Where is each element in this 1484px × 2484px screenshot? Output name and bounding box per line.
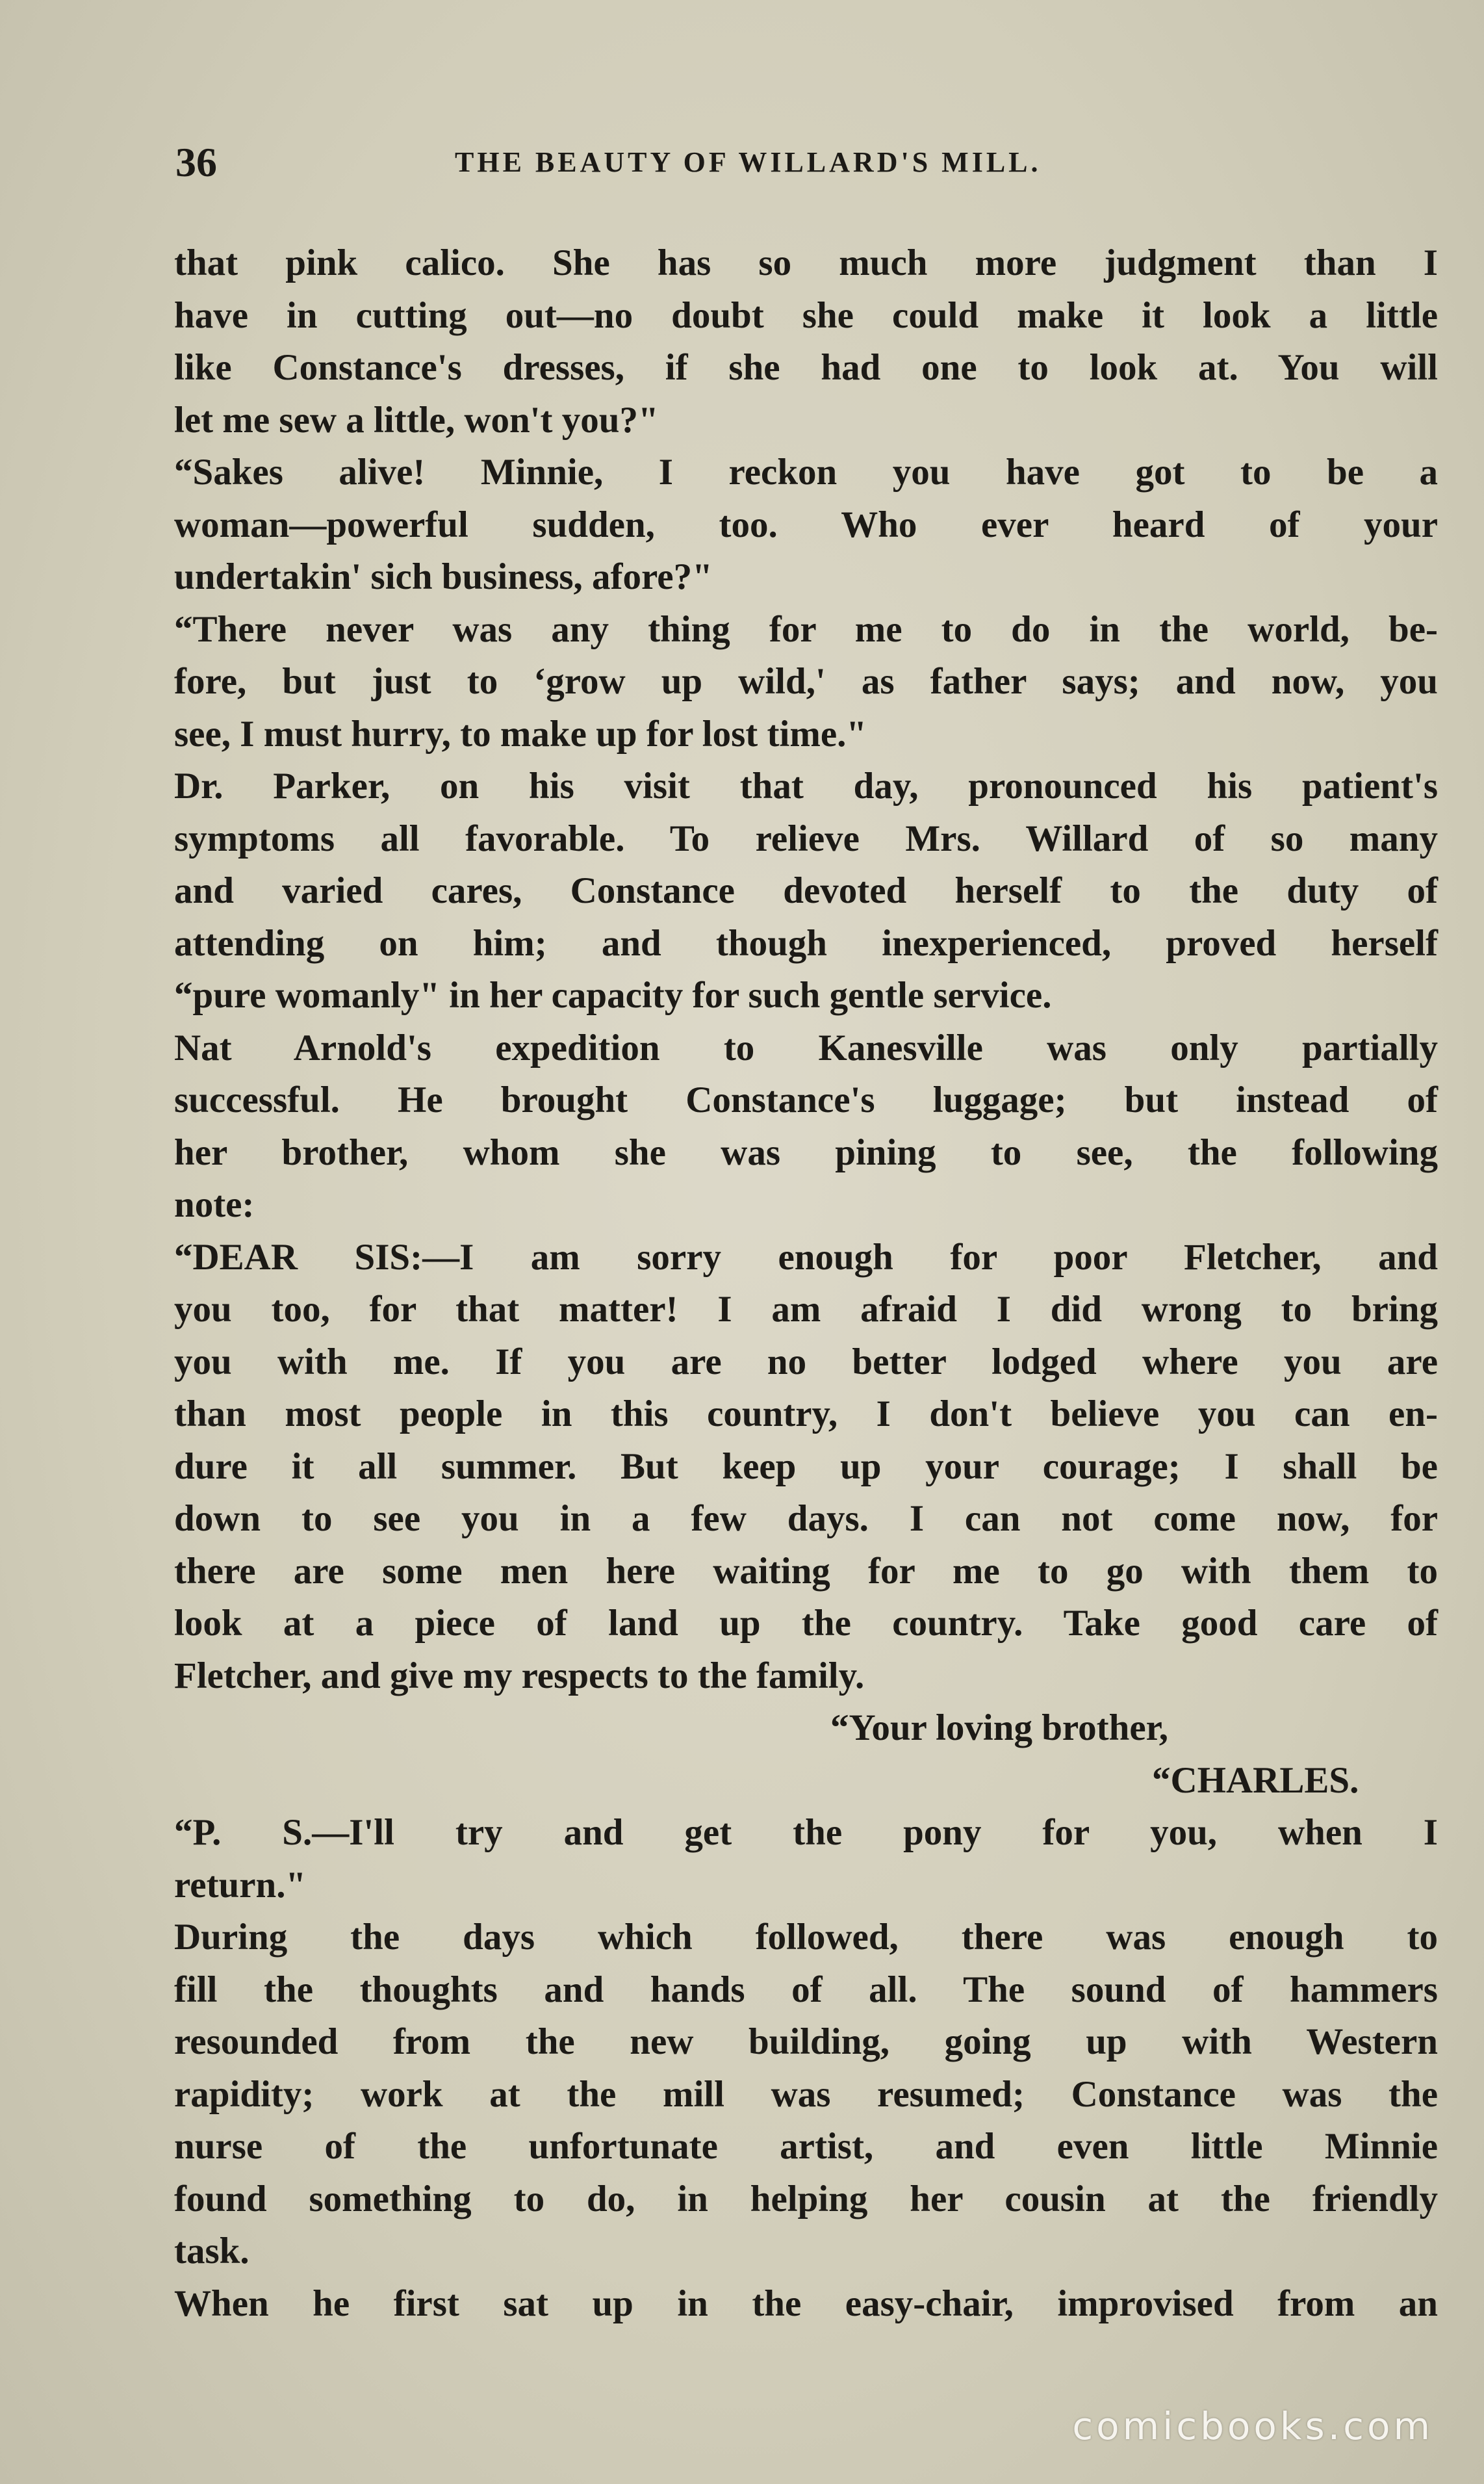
text-line: that pink calico. She has so much more judgment than I xyxy=(174,242,1438,283)
text-line: “There never was any thing for me to do in the world, be- xyxy=(174,608,1438,650)
text-line: down to see you in a few days. I can not come now, for xyxy=(174,1498,1438,1539)
text-line: task. xyxy=(174,2231,249,2271)
text-line: Nat Arnold's expedition to Kanesville was only partially xyxy=(174,1027,1438,1068)
text-line: look at a piece of land up the country. Take good care of xyxy=(174,1603,1438,1644)
page-number: 36 xyxy=(175,139,217,185)
running-head: THE BEAUTY OF WILLARD'S MILL. xyxy=(455,146,1042,178)
text-line: nurse of the unfortunate artist, and even little Minnie xyxy=(174,2126,1438,2167)
text-line: her brother, whom she was pining to see, the following xyxy=(174,1132,1438,1173)
letter-closing: “Your loving brother, xyxy=(830,1707,1168,1748)
text-line: like Constance's dresses, if she had one to look at. You will xyxy=(174,347,1438,388)
text-line: let me sew a little, won't you?" xyxy=(174,399,659,441)
text-line: than most people in this country, I don't believe you can en- xyxy=(174,1393,1438,1434)
text-line: fill the thoughts and hands of all. The sound of hammers xyxy=(174,1969,1438,2010)
text-line: note: xyxy=(174,1184,255,1225)
text-line: found something to do, in helping her cousin at the friendly xyxy=(174,2178,1438,2219)
text-line: “pure womanly" in her capacity for such gentle service. xyxy=(174,975,1052,1016)
text-line: symptoms all favorable. To relieve Mrs. Willard of so many xyxy=(174,818,1438,859)
watermark-text: comicbooks.com xyxy=(1072,2404,1433,2448)
text-line: there are some men here waiting for me to go with them to xyxy=(174,1550,1438,1592)
letter-signature: “CHARLES. xyxy=(1152,1759,1359,1801)
text-line: During the days which followed, there was enough to xyxy=(174,1917,1438,1958)
text-line: see, I must hurry, to make up for lost time." xyxy=(174,713,867,755)
text-line: you with me. If you are no better lodged where you are xyxy=(174,1341,1438,1382)
text-line: return." xyxy=(174,1864,307,1906)
text-line: attending on him; and though inexperienced, proved herself xyxy=(174,922,1438,964)
text-line: rapidity; work at the mill was resumed; Constance was the xyxy=(174,2073,1438,2115)
text-line: fore, but just to ‘grow up wild,' as father says; and now, you xyxy=(174,661,1438,702)
text-line: “DEAR SIS:—I am sorry enough for poor Fletcher, and xyxy=(174,1236,1438,1278)
text-line: have in cutting out—no doubt she could make it look a little xyxy=(174,294,1438,336)
text-line: “P. S.—I'll try and get the pony for you, when I xyxy=(174,1812,1438,1853)
text-line: When he first sat up in the easy-chair, improvised from an xyxy=(174,2283,1438,2324)
page-header xyxy=(0,133,1484,192)
text-line: successful. He brought Constance's luggage; but instead of xyxy=(174,1080,1438,1120)
text-line: “Sakes alive! Minnie, I reckon you have got to be a xyxy=(174,452,1438,493)
body-text xyxy=(174,237,1438,2330)
text-line: Fletcher, and give my respects to the family. xyxy=(174,1655,865,1696)
text-line: resounded from the new building, going up with Western xyxy=(174,2021,1438,2062)
text-line: undertakin' sich business, afore?" xyxy=(174,556,713,597)
text-line: you too, for that matter! I am afraid I did wrong to bring xyxy=(174,1289,1438,1330)
text-line: woman—powerful sudden, too. Who ever heard of your xyxy=(174,504,1438,545)
text-line: Dr. Parker, on his visit that day, pronounced his patient's xyxy=(174,766,1438,807)
text-line: and varied cares, Constance devoted herself to the duty of xyxy=(174,870,1438,911)
text-line: dure it all summer. But keep up your courage; I shall be xyxy=(174,1445,1438,1487)
